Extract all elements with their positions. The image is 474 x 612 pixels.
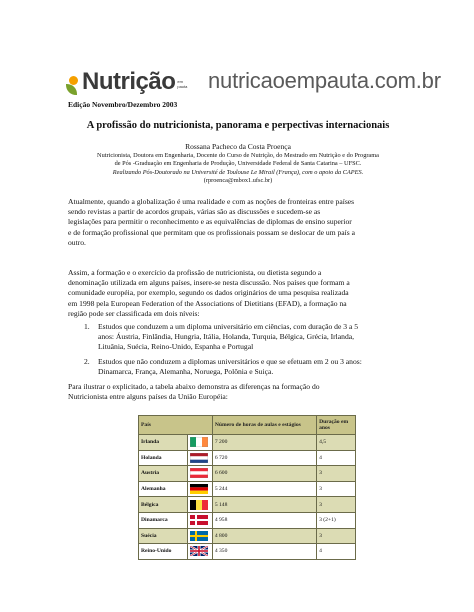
list-number: 1. <box>84 322 90 331</box>
country-name: Bélgica <box>139 497 188 513</box>
years-value: 3 <box>317 528 356 544</box>
site-url[interactable]: nutricaoempauta.com.br <box>208 68 441 93</box>
edition-label: Edição Novembro/Dezembro 2003 <box>68 100 178 109</box>
table-row <box>139 466 356 482</box>
country-name: Holanda <box>139 450 188 466</box>
paragraph-line: comunidade européia, por exemplo, segundo os dados originários de uma pesquisa realizada <box>68 288 349 298</box>
years-value: 4 <box>317 544 356 560</box>
paragraph-line: Atualmente, quando a globalização é uma realidade e com as noções de fronteiras entre países <box>68 197 355 206</box>
paragraph-line: Assim, a formação e o exercício da profissão de nutricionista, ou dietista segundo a <box>68 268 322 277</box>
paragraph-line: legislações para permitir o reconhecimento e as equivalências de diplomas de ensino superior <box>68 217 352 227</box>
years-value: 4,5 <box>317 435 356 451</box>
affiliation-line: de Pós -Graduação em Engenharia de Produção, Universidade Federal de Santa Catarina – UFSC. <box>114 160 362 168</box>
paragraph-table-intro <box>68 382 408 402</box>
logo-text: Nutrição <box>82 68 176 95</box>
table-header-row <box>139 416 356 435</box>
country-name: Reino-Unido <box>139 544 188 560</box>
paragraph-line: e de formação profissional que permitam que os profissionais possam se deslocar de um país a <box>68 227 356 237</box>
hours-value: 6 600 <box>212 466 316 482</box>
years-value: 3 (2+1) <box>317 512 356 528</box>
flag-sweden-icon <box>190 531 208 541</box>
table-row <box>139 481 356 497</box>
paragraph-line: Para ilustrar o explicitado, a tabela abaixo demonstra as diferenças na formação do <box>68 382 320 391</box>
training-table <box>138 415 356 560</box>
paragraph-line: sendo revistas a partir de acordos grupais, várias são as discussões e sucedem-se as <box>68 207 321 217</box>
table-row <box>139 497 356 513</box>
table-row <box>139 528 356 544</box>
table-row <box>139 435 356 451</box>
flag-belgium-icon <box>190 500 208 510</box>
author-name: Rossana Pacheco da Costa Proença <box>185 142 291 151</box>
list-line: Dinamarca, França, Alemanha, Noruega, Polônia e Suiça. <box>98 366 274 376</box>
years-value: 3 <box>317 497 356 513</box>
list-line: anos: Áustria, Finlândia, Hungria, Itália, Holanda, Turquia, Bélgica, Grécia, Irlanda, <box>98 332 355 342</box>
flag-germany-icon <box>190 484 208 494</box>
nutricao-logo[interactable] <box>66 66 191 94</box>
country-name: Austria <box>139 466 188 482</box>
table-row <box>139 544 356 560</box>
hours-value: 5 244 <box>212 481 316 497</box>
list-line: Estudos que não conduzem a diplomas universitários e que se efetuam em 2 ou 3 anos: <box>98 356 362 366</box>
years-value: 3 <box>317 481 356 497</box>
hours-value: 7 200 <box>212 435 316 451</box>
header-hours: Número de horas de aulas e estágios <box>212 416 316 435</box>
levels-list <box>84 322 408 381</box>
affiliation-line: Realizando Pós-Doutorado na Université de Toulouse Le Mirail (França), com o apoio da CAPES. <box>112 168 364 176</box>
hours-value: 4 800 <box>212 528 316 544</box>
flag-denmark-icon <box>190 515 208 525</box>
paragraph-line: outro. <box>68 237 86 247</box>
paragraph-formation <box>68 268 408 319</box>
list-line: Estudos que conduzem a um diploma universitário em ciências, com duração de 3 a 5 <box>98 322 359 331</box>
logo-leaf-icon <box>66 76 80 94</box>
years-value: 3 <box>317 466 356 482</box>
country-name: Dinamarca <box>139 512 188 528</box>
article-title: A profissão do nutricionista, panorama e perpectivas internacionais <box>86 120 390 131</box>
table-row <box>139 512 356 528</box>
flag-austria-icon <box>190 468 208 478</box>
country-name: Alemanha <box>139 481 188 497</box>
flag-united-kingdom-icon <box>190 546 208 556</box>
header-years: Duração em anos <box>317 416 356 435</box>
years-value: 4 <box>317 450 356 466</box>
flag-ireland-icon <box>190 437 208 447</box>
affiliation-email: (rproenca@mbox1.ufsc.br) <box>203 177 273 185</box>
paragraph-line: em 1998 pela European Federation of the Associations of Dietitians (EFAD), a formação na <box>68 298 347 308</box>
paragraph-line: Nutricionista entre alguns países da União Européia: <box>68 392 228 402</box>
list-item <box>84 322 408 353</box>
paragraph-line: denominação utilizada em alguns países, insere-se nesta discussão. Nos países que formam a <box>68 278 350 288</box>
country-name: Suécia <box>139 528 188 544</box>
list-number: 2. <box>84 356 90 366</box>
hours-value: 5 148 <box>212 497 316 513</box>
hours-value: 4 350 <box>212 544 316 560</box>
list-item <box>84 357 408 377</box>
hours-value: 4 958 <box>212 512 316 528</box>
flag-netherlands-icon <box>190 453 208 463</box>
table-row <box>139 450 356 466</box>
list-line: Lituânia, Suécia, Reino-Unido, Espanha e Portugal <box>98 342 254 352</box>
paragraph-intro <box>68 197 408 248</box>
header-country: País <box>139 416 213 435</box>
author-affiliation <box>68 152 408 186</box>
paragraph-line: região pode ser classificada em dois níveis: <box>68 308 200 318</box>
hours-value: 6 720 <box>212 450 316 466</box>
affiliation-line: Nutricionista, Doutora em Engenharia, Docente do Curso de Nutrição, do Mestrado em Nutrição e do Programa <box>97 152 379 159</box>
country-name: Irlanda <box>139 435 188 451</box>
logo-subtext: em pauta <box>177 79 188 89</box>
